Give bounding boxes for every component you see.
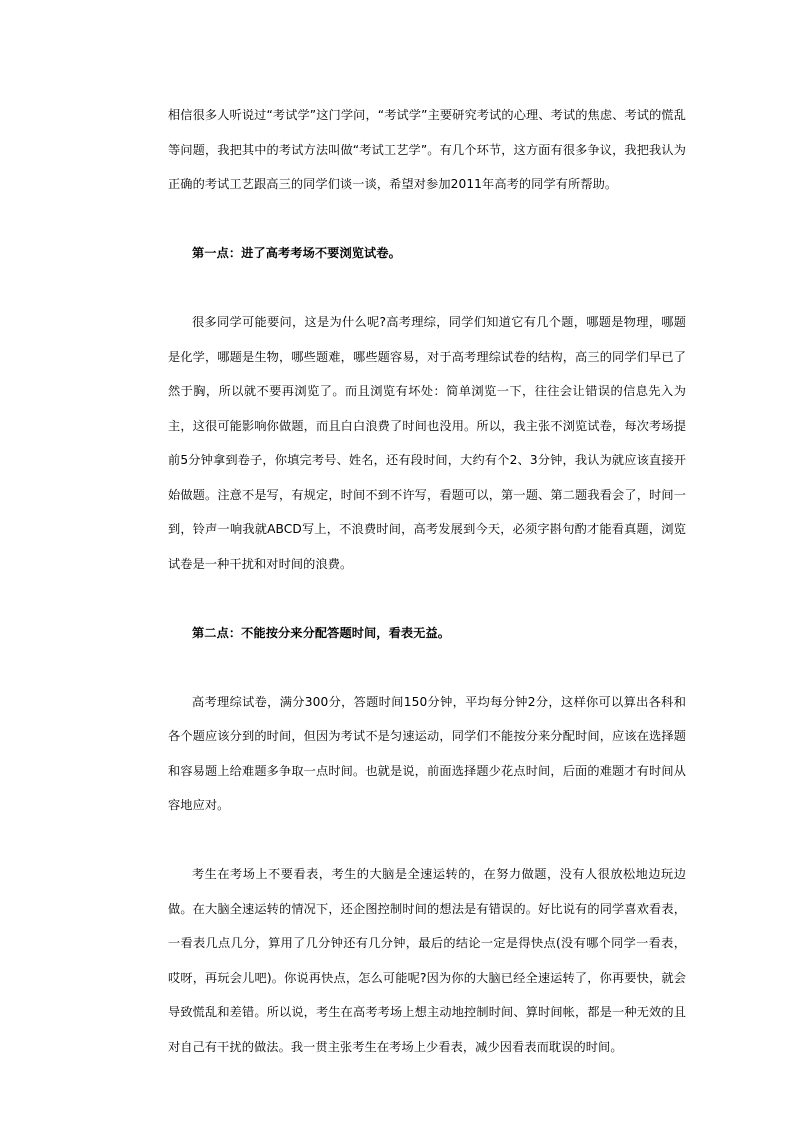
paragraph-gap <box>168 271 686 306</box>
paragraph-gap <box>168 650 686 685</box>
paragraph-gap <box>168 202 686 237</box>
point-one-paragraph: 很多同学可能要问，这是为什么呢?高考理综，同学们知道它有几个题，哪题是物理，哪题是化学，哪题是生物，哪些题难，哪些题容易，对于高考理综试卷的结构，高三的同学们早已了然于胸，所以就不要再浏览了。而且浏览有坏处：简单浏览一下，往往会让错误的信息先入为主，这很可能影响你做题，而且白白浪费了时间也没用。所以，我主张不浏览试卷，每次考场提前5分钟拿到卷子，你填完考号、姓名，还有段时间，大约有个2、3分钟，我认为就应该直接开始做题。注意不是写，有规定，时间不到不许写，看题可以，第一题、第二题我看会了，时间一到，铃声一响我就ABCD写上，不浪费时间，高考发展到今天，必须字斟句酌才能看真题，浏览试卷是一种干扰和对时间的浪费。 <box>168 315 686 571</box>
point-one-heading: 第一点：进了高考考场不要浏览试卷。 <box>192 246 401 260</box>
point-two-paragraph-2: 考生在考场上不要看表，考生的大脑是全速运转的，在努力做题，没有人很放松地边玩边做。在大脑全速运转的情况下，还企图控制时间的想法是有错误的。好比说有的同学喜欢看表，一看表几点几分，算用了几分钟还有几分钟，最后的结论一定是得快点(没有哪个同学一看表，哎呀，再玩会儿吧)。你说再快点，怎么可能呢?因为你的大脑已经全速运转了，你再要快，就会导致慌乱和差错。所以说，考生在高考考场上想主动地控制时间、算时间帐，都是一种无效的且对自己有干扰的做法。我一贯主张考生在考场上少看表，减少因看表而耽误的时间。 <box>168 867 686 1054</box>
paragraph-gap <box>168 581 686 616</box>
point-two-heading: 第二点：不能按分来分配答题时间，看表无益。 <box>192 625 451 640</box>
paragraph-gap <box>168 823 686 858</box>
point-two-paragraph-1: 高考理综试卷，满分300分，答题时间150分钟，平均每分钟2分，这样你可以算出各科和各个题应该分到的时间，但因为考试不是匀速运动，同学们不能按分来分配时间，应该在选择题和容易题上给难题多争取一点时间。也就是说，前面选择题少花点时间，后面的难题才有时间从容地应对。 <box>168 694 686 812</box>
document-body <box>168 98 686 1064</box>
intro-paragraph: 相信很多人听说过“考试学”这门学问，“考试学”主要研究考试的心理、考试的焦虑、考试的慌乱等问题，我把其中的考试方法叫做“考试工艺学”。有几个环节，这方面有很多争议，我把我认为正确的考试工艺跟高三的同学们谈一谈，希望对参加2011年高考的同学有所帮助。 <box>168 108 686 191</box>
